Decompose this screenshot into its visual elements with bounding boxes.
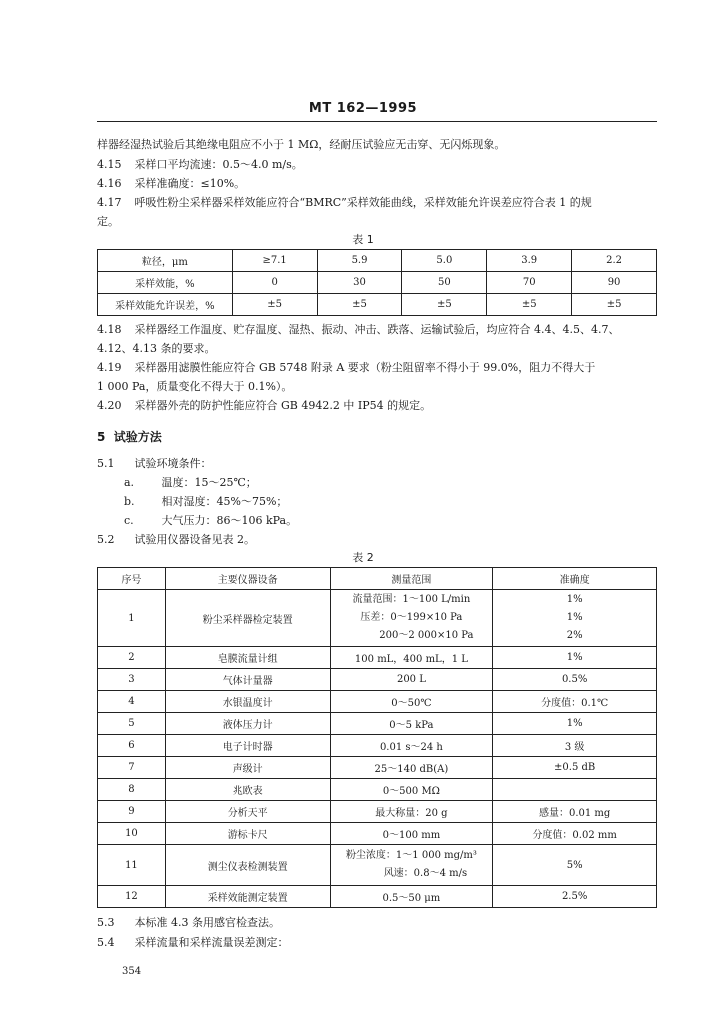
table-cell: 8 (98, 779, 166, 801)
table-cell: 采样效能允许误差，% (98, 294, 233, 316)
paragraph-4-17-cont (97, 212, 659, 232)
paragraph-text: 呼吸性粉尘采样器采样效能应符合“BMRC”采样效能曲线，采样效能允许误差应符合表 1 的规 (134, 196, 592, 209)
table-cell: 1% (493, 647, 657, 669)
section-number: 5 (97, 430, 106, 444)
clause-number: 4.15 (97, 158, 122, 171)
accuracy-line: 2% (566, 630, 583, 641)
table-cell: 10 (98, 823, 166, 845)
range-line: 压差：0～199×10 Pa (360, 612, 463, 623)
paragraph-text: 4.12、4.13 条的要求。 (97, 342, 216, 355)
table-cell: 90 (572, 272, 657, 294)
table-row (98, 845, 657, 886)
table-cell: 水银温度计 (165, 691, 330, 713)
table-cell: 游标卡尺 (165, 823, 330, 845)
table-row (98, 590, 657, 647)
table-cell: 气体计量器 (165, 669, 330, 691)
clause-number: 4.16 (97, 177, 122, 190)
clause-number: 4.18 (97, 323, 122, 336)
table-cell: 兆欧表 (165, 779, 330, 801)
paragraph-4-18-cont (97, 339, 659, 359)
clause-number: 5.3 (97, 916, 115, 929)
item-label: c. (124, 514, 134, 527)
table2-caption: 表 2 (352, 551, 374, 564)
table-cell: 0.5% (493, 669, 657, 691)
table-cell: 3 (98, 669, 166, 691)
table-header-cell: 主要仪器设备 (165, 568, 330, 590)
paragraph-text: 定。 (97, 215, 119, 228)
table-cell: ±5 (487, 294, 572, 316)
paragraph-text: 本标准 4.3 条用感官检查法。 (134, 916, 280, 929)
clause-number: 4.17 (97, 196, 122, 209)
table-row (98, 779, 657, 801)
table-cell-multiline (493, 590, 657, 647)
table-cell: 电子计时器 (165, 735, 330, 757)
paragraph-4-18 (97, 320, 659, 340)
table-cell: 6 (98, 735, 166, 757)
table-cell: 100 mL，400 mL，1 L (330, 647, 493, 669)
paragraph-text: 样器经湿热试验后其绝缘电阻应不小于 1 MΩ，经耐压试验应无击穿、无闪烁现象。 (97, 138, 506, 151)
table-cell: 皂膜流量计组 (165, 647, 330, 669)
table-cell: 2 (98, 647, 166, 669)
table-header-cell: 序号 (98, 568, 166, 590)
paragraph-4-19-cont (97, 377, 659, 397)
table-cell: 1% (493, 713, 657, 735)
table-row (98, 294, 657, 316)
accuracy-line: 1% (566, 594, 583, 605)
table-cell: 最大称量：20 g (330, 801, 493, 823)
range-line: 风速：0.8～4 m/s (383, 868, 468, 879)
table-row (98, 801, 657, 823)
table1 (97, 249, 657, 316)
accuracy-line: 1% (566, 612, 583, 623)
item-label: a. (124, 476, 135, 489)
table-cell (493, 779, 657, 801)
table-row (98, 250, 657, 272)
table-cell: 25～140 dB(A) (330, 757, 493, 779)
table-cell: 声级计 (165, 757, 330, 779)
table-cell-multiline (330, 590, 493, 647)
table-cell: 30 (317, 272, 402, 294)
table-cell: 粒径，μm (98, 250, 233, 272)
range-line: 200～2 000×10 Pa (379, 630, 474, 641)
table-cell: 1 (98, 590, 166, 647)
table-cell: 2.2 (572, 250, 657, 272)
table-row (98, 691, 657, 713)
table-cell: ±5 (232, 294, 317, 316)
page-number: 354 (122, 966, 142, 977)
table-cell: 采样效能测定装置 (165, 886, 330, 908)
paragraph-4-19 (97, 358, 659, 378)
table-cell: ±0.5 dB (493, 757, 657, 779)
table-cell: 分析天平 (165, 801, 330, 823)
table-cell: 2.5% (493, 886, 657, 908)
table-cell: 5 (98, 713, 166, 735)
table-cell: 0.01 s～24 h (330, 735, 493, 757)
section-title: 试验方法 (113, 430, 162, 444)
table-cell: 分度值：0.02 mm (493, 823, 657, 845)
table-cell: 7 (98, 757, 166, 779)
table-cell: 9 (98, 801, 166, 823)
table-cell: 4 (98, 691, 166, 713)
table-cell: 50 (402, 272, 487, 294)
table-row (98, 713, 657, 735)
condition-item (124, 492, 287, 512)
clause-number: 5.2 (97, 533, 115, 546)
header-rule (97, 121, 657, 122)
table-cell: 3.9 (487, 250, 572, 272)
table1-caption: 表 1 (352, 233, 374, 246)
condition-item (124, 473, 257, 493)
table-cell: 粉尘采样器检定装置 (165, 590, 330, 647)
table2 (97, 567, 657, 908)
range-line: 流量范围：1～100 L/min (352, 594, 471, 605)
table-cell: 5.9 (317, 250, 402, 272)
paragraph-5-1 (97, 454, 659, 474)
table-cell: 感量：0.01 mg (493, 801, 657, 823)
table-cell: 5% (493, 845, 657, 886)
paragraph-text: 采样器外壳的防护性能应符合 GB 4942.2 中 IP54 的规定。 (134, 399, 432, 412)
paragraph-text: 1 000 Pa，质量变化不得大于 0.1%）。 (97, 380, 293, 393)
paragraph-text: 采样器用滤膜性能应符合 GB 5748 附录 A 要求（粉尘阻留率不得小于 99.0%，阻力不得大于 (134, 361, 596, 374)
table-cell: ±5 (572, 294, 657, 316)
table-row (98, 272, 657, 294)
table-cell: ±5 (317, 294, 402, 316)
table-cell-multiline (330, 845, 493, 886)
paragraph-text: 试验用仪器设备见表 2。 (134, 533, 255, 546)
table-cell: 0～5 kPa (330, 713, 493, 735)
document-header: MT 162—1995 (308, 101, 418, 116)
item-text: 相对湿度：45%～75%； (161, 495, 288, 508)
table-cell: 分度值：0.1℃ (493, 691, 657, 713)
table-row (98, 823, 657, 845)
table-row (98, 757, 657, 779)
table-cell: 3 级 (493, 735, 657, 757)
table-cell: ≥7.1 (232, 250, 317, 272)
item-text: 温度：15～25℃； (161, 476, 257, 489)
table-row (98, 647, 657, 669)
table-cell: 5.0 (402, 250, 487, 272)
table-header-cell: 准确度 (493, 568, 657, 590)
paragraph-text: 采样流量和采样流量误差测定： (134, 936, 289, 949)
paragraph-4-16 (97, 174, 659, 194)
table-cell: 0 (232, 272, 317, 294)
clause-number: 4.20 (97, 399, 122, 412)
clause-number: 4.19 (97, 361, 122, 374)
clause-number: 5.1 (97, 457, 115, 470)
table-cell: ±5 (402, 294, 487, 316)
table-cell: 0～100 mm (330, 823, 493, 845)
paragraph-text: 试验环境条件： (134, 457, 212, 470)
paragraph-text: 采样口平均流速：0.5～4.0 m/s。 (134, 158, 303, 171)
paragraph-4-15 (97, 155, 659, 175)
table-cell: 11 (98, 845, 166, 886)
item-label: b. (124, 495, 135, 508)
paragraph-5-3 (97, 913, 659, 933)
paragraph-4-20 (97, 396, 659, 416)
table-row (98, 735, 657, 757)
paragraph-4-17 (97, 193, 659, 213)
table-cell: 0～50℃ (330, 691, 493, 713)
condition-item (124, 511, 297, 531)
table-cell: 70 (487, 272, 572, 294)
table-cell: 采样效能，% (98, 272, 233, 294)
section-5-heading (97, 428, 162, 445)
table-header-row (98, 568, 657, 590)
table-row (98, 886, 657, 908)
paragraph-5-4 (97, 933, 659, 953)
paragraph-continuation (97, 135, 659, 155)
table-cell: 液体压力计 (165, 713, 330, 735)
range-line: 粉尘浓度：1～1 000 mg/m³ (345, 850, 477, 861)
table-cell: 0.5～50 μm (330, 886, 493, 908)
table-cell: 测尘仪表检测装置 (165, 845, 330, 886)
table-row (98, 669, 657, 691)
table-cell: 0～500 MΩ (330, 779, 493, 801)
item-text: 大气压力：86～106 kPa。 (161, 514, 298, 527)
paragraph-text: 采样器经工作温度、贮存温度、湿热、振动、冲击、跌落、运输试验后，均应符合 4.4、4.5、4.7、 (134, 323, 620, 336)
table-header-cell: 测量范围 (330, 568, 493, 590)
paragraph-text: 采样准确度：≤10%。 (134, 177, 246, 190)
table-cell: 12 (98, 886, 166, 908)
clause-number: 5.4 (97, 936, 115, 949)
paragraph-5-2 (97, 530, 659, 550)
table-cell: 200 L (330, 669, 493, 691)
